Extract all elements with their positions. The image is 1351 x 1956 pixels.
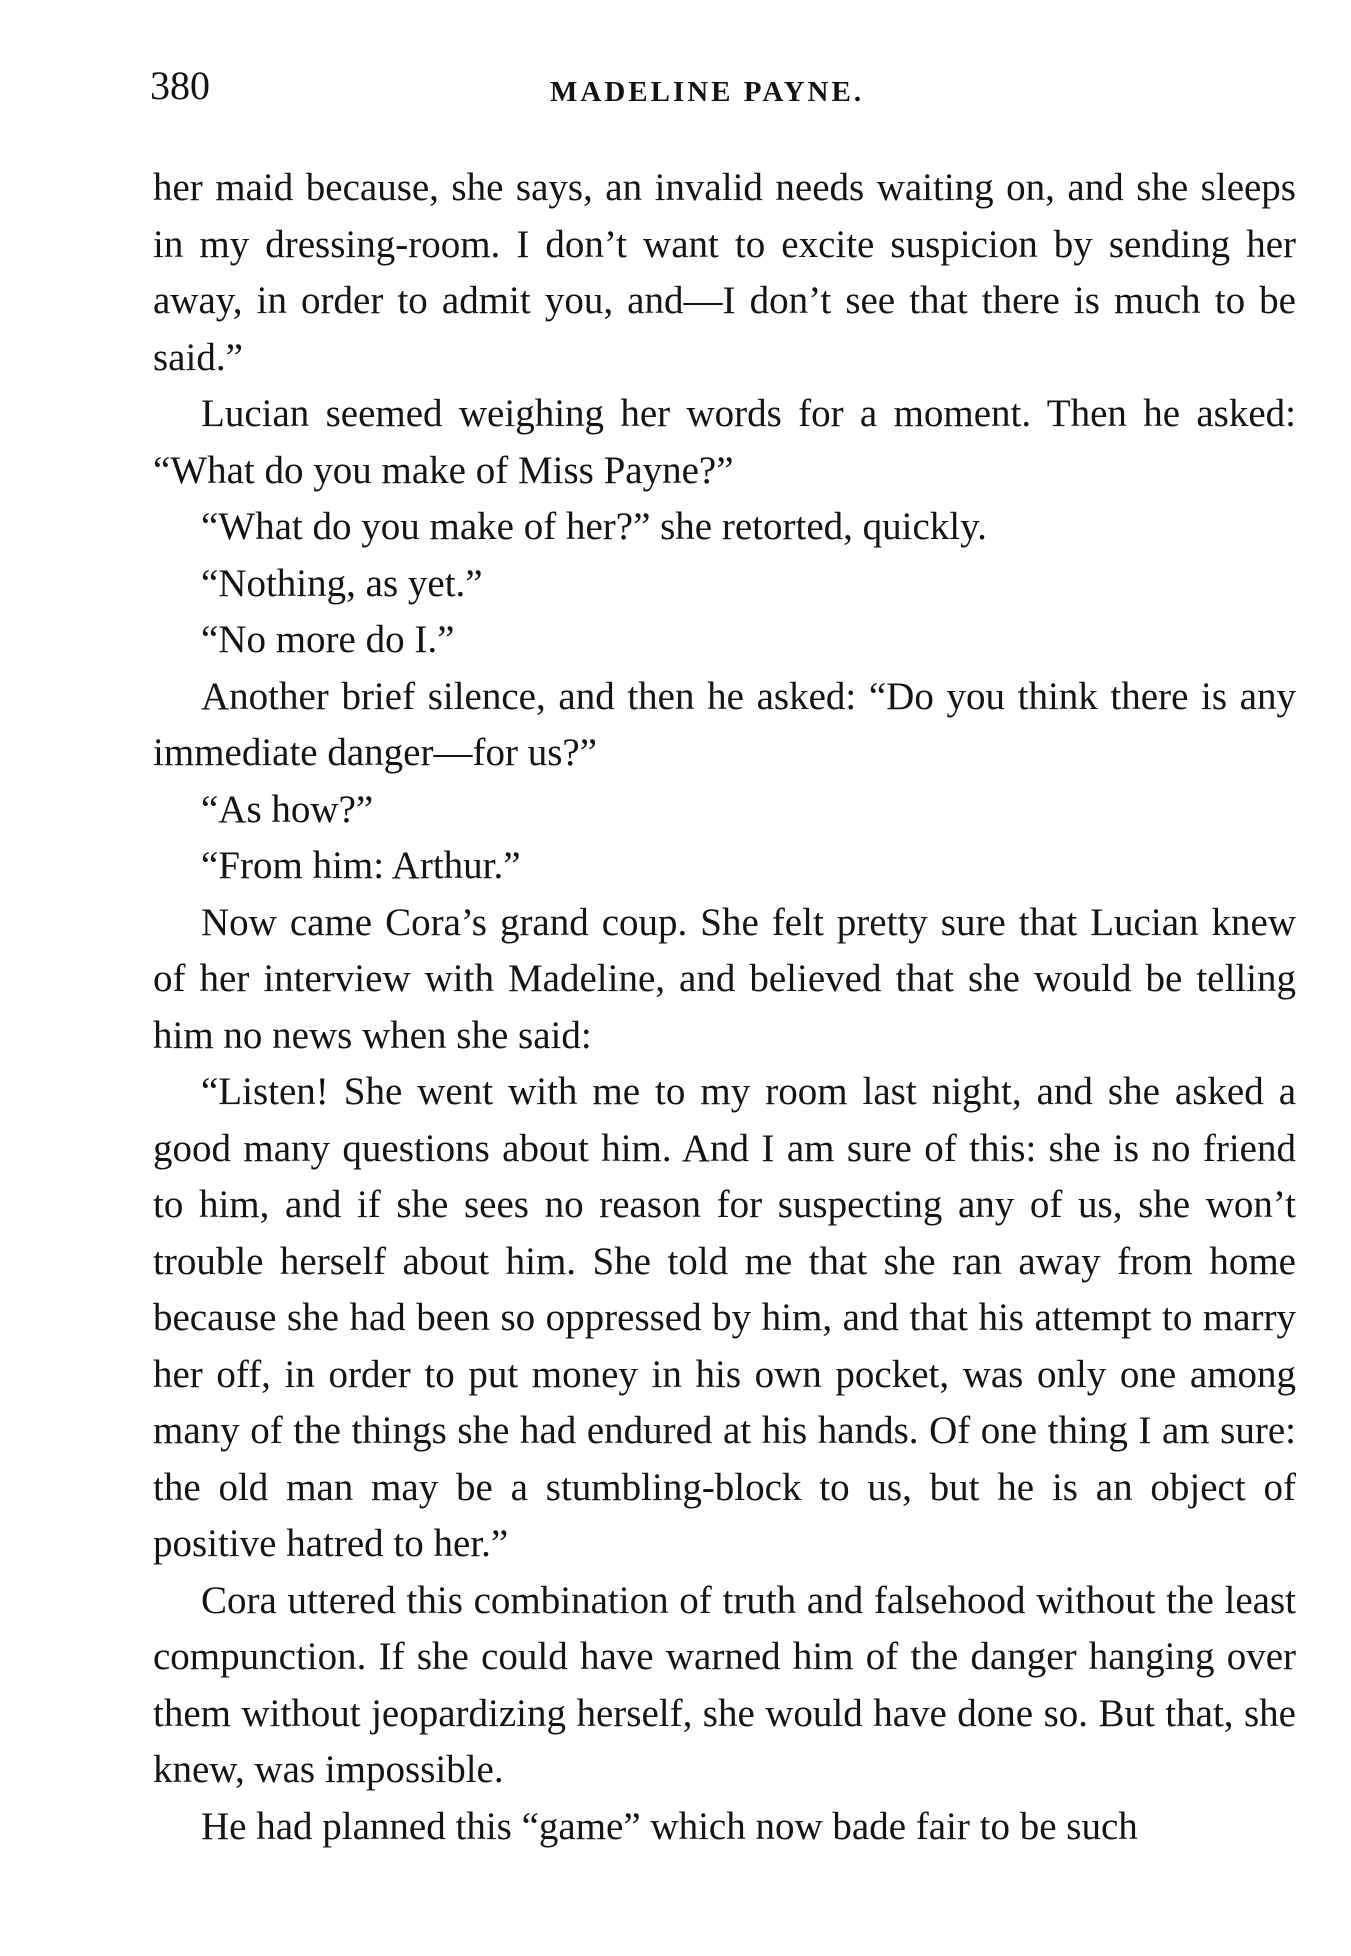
paragraph: Lucian seemed weighing her words for a moment. Then he asked: “What do you make of Miss Payne?” bbox=[153, 392, 1296, 492]
running-title: MADELINE PAYNE. bbox=[550, 76, 865, 108]
paragraph: “As how?” bbox=[201, 787, 374, 831]
paragraph-continued: her maid because, she says, an invalid needs waiting on, and she sleeps in my dressing-room. I don’t want to excite suspicion by sending her away, in order to admit you, and—I don’t see that there is much to be said.” bbox=[153, 166, 1296, 379]
paragraph: “What do you make of her?” she retorted, quickly. bbox=[201, 505, 987, 548]
paragraph: “From him: Arthur.” bbox=[201, 844, 521, 887]
paragraph: Cora uttered this combination of truth and falsehood without the least compunction. If she could have warned him of the danger hanging over them without jeopardizing herself, she would have done so. But that, she knew, was impossible. bbox=[153, 1578, 1296, 1791]
paragraph: He had planned this “game” which now bade fair to be such bbox=[201, 1804, 1138, 1848]
page-header bbox=[150, 56, 1300, 116]
body-text bbox=[153, 160, 1296, 1855]
paragraph: Another brief silence, and then he asked: “Do you think there is any immediate danger—for us?” bbox=[153, 674, 1296, 774]
paragraph: Now came Cora’s grand coup. She felt pretty sure that Lucian knew of her interview with Madeline, and believed that she would be telling him no news when she said: bbox=[153, 900, 1296, 1057]
page-number: 380 bbox=[150, 63, 210, 108]
paragraph: “Nothing, as yet.” bbox=[201, 561, 483, 605]
paragraph: “No more do I.” bbox=[201, 618, 455, 661]
paragraph: “Listen! She went with me to my room last night, and she asked a good many questions about him. And I am sure of this: she is no friend to him, and if she sees no reason for suspecting any of us, she won’t trouble herself about him. She told me that she ran away from home because she had been so oppressed by him, and that his attempt to marry her off, in order to put money in his own pocket, was only one among many of the things she had endured at his hands. Of one thing I am sure: the old man may be a stumbling-block to us, but he is an object of positive hatred to her.” bbox=[153, 1070, 1296, 1565]
